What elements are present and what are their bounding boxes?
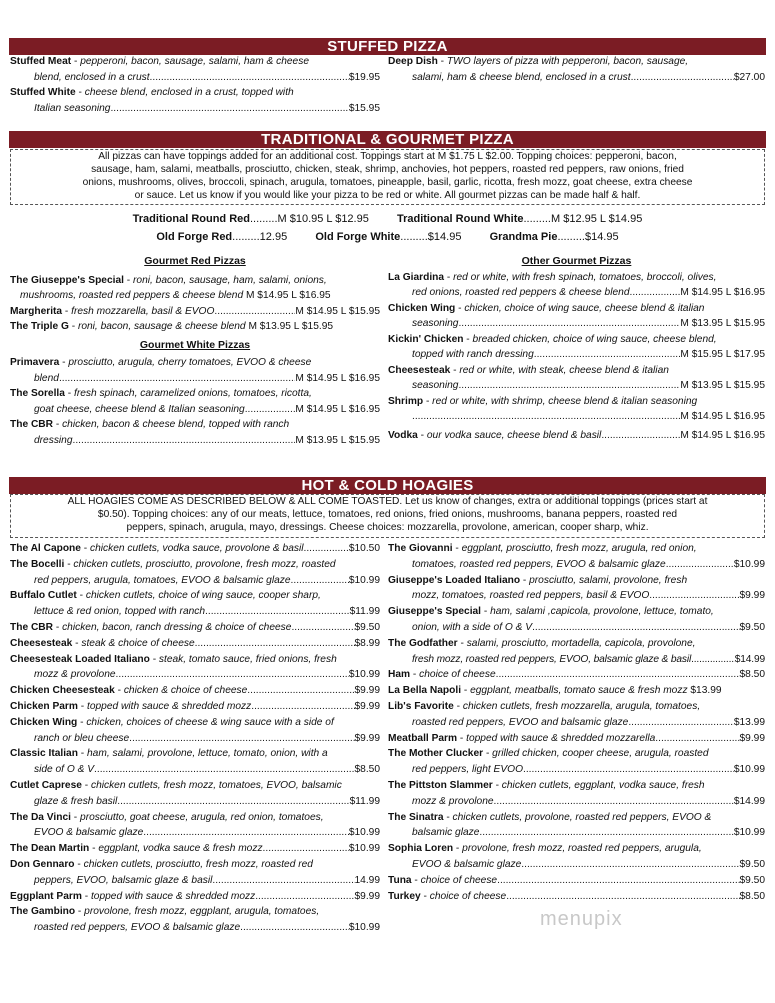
menu-item: Chicken Parm - topped with sauce & shredded mozz ..... $9.99 bbox=[10, 699, 380, 715]
menu-item: Shrimp - red or white, with shrimp, cheese blend & italian seasoning ..... M $14.95 L $16.95 bbox=[388, 394, 765, 425]
menu-item: Sophia Loren - provolone, fresh mozz, roasted red peppers, arugula, EVOO & balsamic glaze ..... $9.50 bbox=[388, 841, 765, 873]
menu-item: Turkey - choice of cheese ..... $8.50 bbox=[388, 889, 765, 905]
menu-item: The Al Capone - chicken cutlets, vodka sauce, provolone & basil ..... $10.50 bbox=[10, 541, 380, 557]
menu-item: The CBR - chicken, bacon, ranch dressing & choice of cheese ..... $9.50 bbox=[10, 620, 380, 636]
menu-item: The Triple G - roni, bacon, sausage & cheese blend M $13.95 L $15.95 bbox=[10, 321, 334, 332]
menu-item: Cheesesteak - steak & choice of cheese ..... $8.99 bbox=[10, 636, 380, 652]
menu-item: Giuseppe's Special - ham, salami ,capicola, provolone, lettuce, tomato, onion, with a side of O & V ..... $9.50 bbox=[388, 604, 765, 636]
menu-item: The Mother Clucker - grilled chicken, cooper cheese, arugula, roasted red peppers, light EVOO ..... $10.99 bbox=[388, 746, 765, 778]
menu-item: The Giuseppe's Special - roni, bacon, sausage, ham, salami, onions, mushrooms, roasted red peppers & cheese blend M $14.95 L $16.95 bbox=[10, 274, 331, 301]
menu-item: The Bocelli - chicken cutlets, prosciutto, provolone, fresh mozz, roasted red peppers, arugula, tomatoes, EVOO & balsamic glaze ..... $10.99 bbox=[10, 557, 380, 589]
menu-item: The Gambino - provolone, fresh mozz, eggplant, arugula, tomatoes, roasted red peppers, EVOO & balsamic glaze ..... $10.99 bbox=[10, 904, 380, 936]
stuffed-right-column bbox=[388, 54, 765, 85]
menu-item: Lib's Favorite - chicken cutlets, fresh mozzarella, arugula, tomatoes, roasted red peppers, EVOO and balsamic glaze ..... $13.99 bbox=[388, 699, 765, 731]
menu-item: The Godfather - salami, prosciutto, mortadella, capicola, provolone, fresh mozz, roasted red peppers, EVOO, balsamic glaze & basil ..... $14.99 bbox=[388, 636, 765, 668]
menu-item: Chicken Wing - chicken, choice of wing sauce, cheese blend & italian seasoning ..... M $13.95 L $15.95 bbox=[388, 301, 765, 332]
menu-item: Deep Dish - TWO layers of pizza with pepperoni, bacon, sausage, salami, ham & cheese blend, enclosed in a crust ..... $27.00 bbox=[388, 54, 765, 85]
other-gourmet-column bbox=[388, 254, 765, 443]
menu-item: La Giardina - red or white, with fresh spinach, tomatoes, broccoli, olives, red onions, roasted red peppers & cheese blend ..... M $14.95 L $16.95 bbox=[388, 270, 765, 301]
traditional-row-2: Old Forge Red.........12.95 Old Forge White.........$14.95 Grandma Pie.........$14.95 bbox=[156, 231, 619, 243]
hoagies-left-column bbox=[10, 541, 380, 936]
menu-item: Classic Italian - ham, salami, provolone, lettuce, tomato, onion, with a side of O & V ..... $8.50 bbox=[10, 746, 380, 778]
traditional-pizza-header: TRADITIONAL & GOURMET PIZZA bbox=[9, 131, 766, 148]
menu-item: La Bella Napoli - eggplant, meatballs, tomato sauce & fresh mozz $13.99 bbox=[388, 685, 722, 697]
stuffed-pizza-header: STUFFED PIZZA bbox=[9, 38, 766, 55]
pizza-toppings-note: All pizzas can have toppings added for an additional cost. Toppings start at M $1.75 L $2.00. Topping choices: pepperoni, bacon, sausage, ham, salami, meatballs, prosciutto, chicken, steak, shrimp, anchovies, hot peppers, roasted red peppers, raw onions, fried onions, mushrooms, olives, broccoli, spinach, arugula, tomatoes, pineapple, basil, garlic, ricotta, fresh mozz, goat cheese, extra cheese or sauce. Let us know if you would like your pizza to be red or white. All gourmet pizzas can be made half & half. bbox=[10, 149, 765, 205]
hoagie-toppings-note: ALL HOAGIES COME AS DESCRIBED BELOW & ALL COME TOASTED. Let us know of changes, extra or additional toppings (prices start at $0.50). Topping choices: any of our meats, lettuce, tomatoes, red onions, fried onions, mushrooms, banana peppers, roasted red peppers, spinach, arugula, mayo, dressings. Cheese choices: mozzarella, provolone, american, cooper sharp, whiz. bbox=[10, 494, 765, 538]
hoagies-right-column bbox=[388, 541, 765, 904]
menu-item: Eggplant Parm - topped with sauce & shredded mozz ..... $9.99 bbox=[10, 889, 380, 905]
menu-item: Chicken Cheesesteak - chicken & choice of cheese ..... $9.99 bbox=[10, 683, 380, 699]
menu-item: Stuffed Meat - pepperoni, bacon, sausage, salami, ham & cheese blend, enclosed in a crust ..... $19.95 bbox=[10, 54, 380, 85]
menu-item: Chicken Wing - chicken, choices of cheese & wing sauce with a side of ranch or bleu cheese ..... $9.99 bbox=[10, 715, 380, 747]
menu-item: Primavera - prosciutto, arugula, cherry tomatoes, EVOO & cheese blend ..... M $14.95 L $16.95 bbox=[10, 355, 380, 386]
menu-item: Meatball Parm - topped with sauce & shredded mozzarella ..... $9.99 bbox=[388, 731, 765, 747]
other-gourmet-header: Other Gourmet Pizzas bbox=[521, 255, 632, 267]
menu-item: The CBR - chicken, bacon & cheese blend, topped with ranch dressing ..... M $13.95 L $15.95 bbox=[10, 417, 380, 448]
gourmet-red-white-column bbox=[10, 254, 380, 448]
menu-item: Buffalo Cutlet - chicken cutlets, choice of wing sauce, cooper sharp, lettuce & red onion, topped with ranch ..... $11.99 bbox=[10, 588, 380, 620]
traditional-row-1: Traditional Round Red.........M $10.95 L $12.95 Traditional Round White.........M $12.95 L $14.95 bbox=[132, 213, 643, 225]
stuffed-left-column bbox=[10, 54, 380, 116]
menu-item: Margherita - fresh mozzarella, basil & EVOO ..... M $14.95 L $15.95 bbox=[10, 304, 380, 320]
menu-item: Vodka - our vodka sauce, cheese blend & basil ..... M $14.95 L $16.95 bbox=[388, 428, 765, 444]
menu-item: Giuseppe's Loaded Italiano - prosciutto, salami, provolone, fresh mozz, tomatoes, roasted red peppers, basil & EVOO ..... $9.99 bbox=[388, 573, 765, 605]
watermark: menupix bbox=[540, 908, 623, 930]
menu-item: Cheesesteak - red or white, with steak, cheese blend & italian seasoning ..... M $13.95 L $15.95 bbox=[388, 363, 765, 394]
menu-item: Stuffed White - cheese blend, enclosed in a crust, topped with Italian seasoning ..... $15.95 bbox=[10, 85, 380, 116]
gourmet-red-header: Gourmet Red Pizzas bbox=[144, 255, 246, 267]
hoagies-header: HOT & COLD HOAGIES bbox=[9, 477, 766, 494]
menu-item: Cheesesteak Loaded Italiano - steak, tomato sauce, fried onions, fresh mozz & provolone ..... $10.99 bbox=[10, 652, 380, 684]
menu-item: Cutlet Caprese - chicken cutlets, fresh mozz, tomatoes, EVOO, balsamic glaze & fresh basil ..... $11.99 bbox=[10, 778, 380, 810]
menu-item: Ham - choice of cheese ..... $8.50 bbox=[388, 667, 765, 683]
menu-item: The Da Vinci - prosciutto, goat cheese, arugula, red onion, tomatoes, EVOO & balsamic glaze ..... $10.99 bbox=[10, 810, 380, 842]
menu-item: Kickin' Chicken - breaded chicken, choice of wing sauce, cheese blend, topped with ranch dressing ..... M $15.95 L $17.95 bbox=[388, 332, 765, 363]
menu-item: The Sorella - fresh spinach, caramelized onions, tomatoes, ricotta, goat cheese, cheese blend & Italian seasoning ..... M $14.95 L $16.95 bbox=[10, 386, 380, 417]
menu-item: Tuna - choice of cheese ..... $9.50 bbox=[388, 873, 765, 889]
menu-item: The Sinatra - chicken cutlets, provolone, roasted red peppers, EVOO & balsamic glaze ..... $10.99 bbox=[388, 810, 765, 842]
menu-item: Don Gennaro - chicken cutlets, prosciutto, fresh mozz, roasted red peppers, EVOO, balsamic glaze & basil ..... 14.99 bbox=[10, 857, 380, 889]
menu-item: The Dean Martin - eggplant, vodka sauce & fresh mozz ..... $10.99 bbox=[10, 841, 380, 857]
gourmet-white-header: Gourmet White Pizzas bbox=[139, 338, 251, 351]
menu-item: The Giovanni - eggplant, prosciutto, fresh mozz, arugula, red onion, tomatoes, roasted red peppers, EVOO & balsamic glaze ..... $10.99 bbox=[388, 541, 765, 573]
menu-item: The Pittston Slammer - chicken cutlets, eggplant, vodka sauce, fresh mozz & provolone ..... $14.99 bbox=[388, 778, 765, 810]
